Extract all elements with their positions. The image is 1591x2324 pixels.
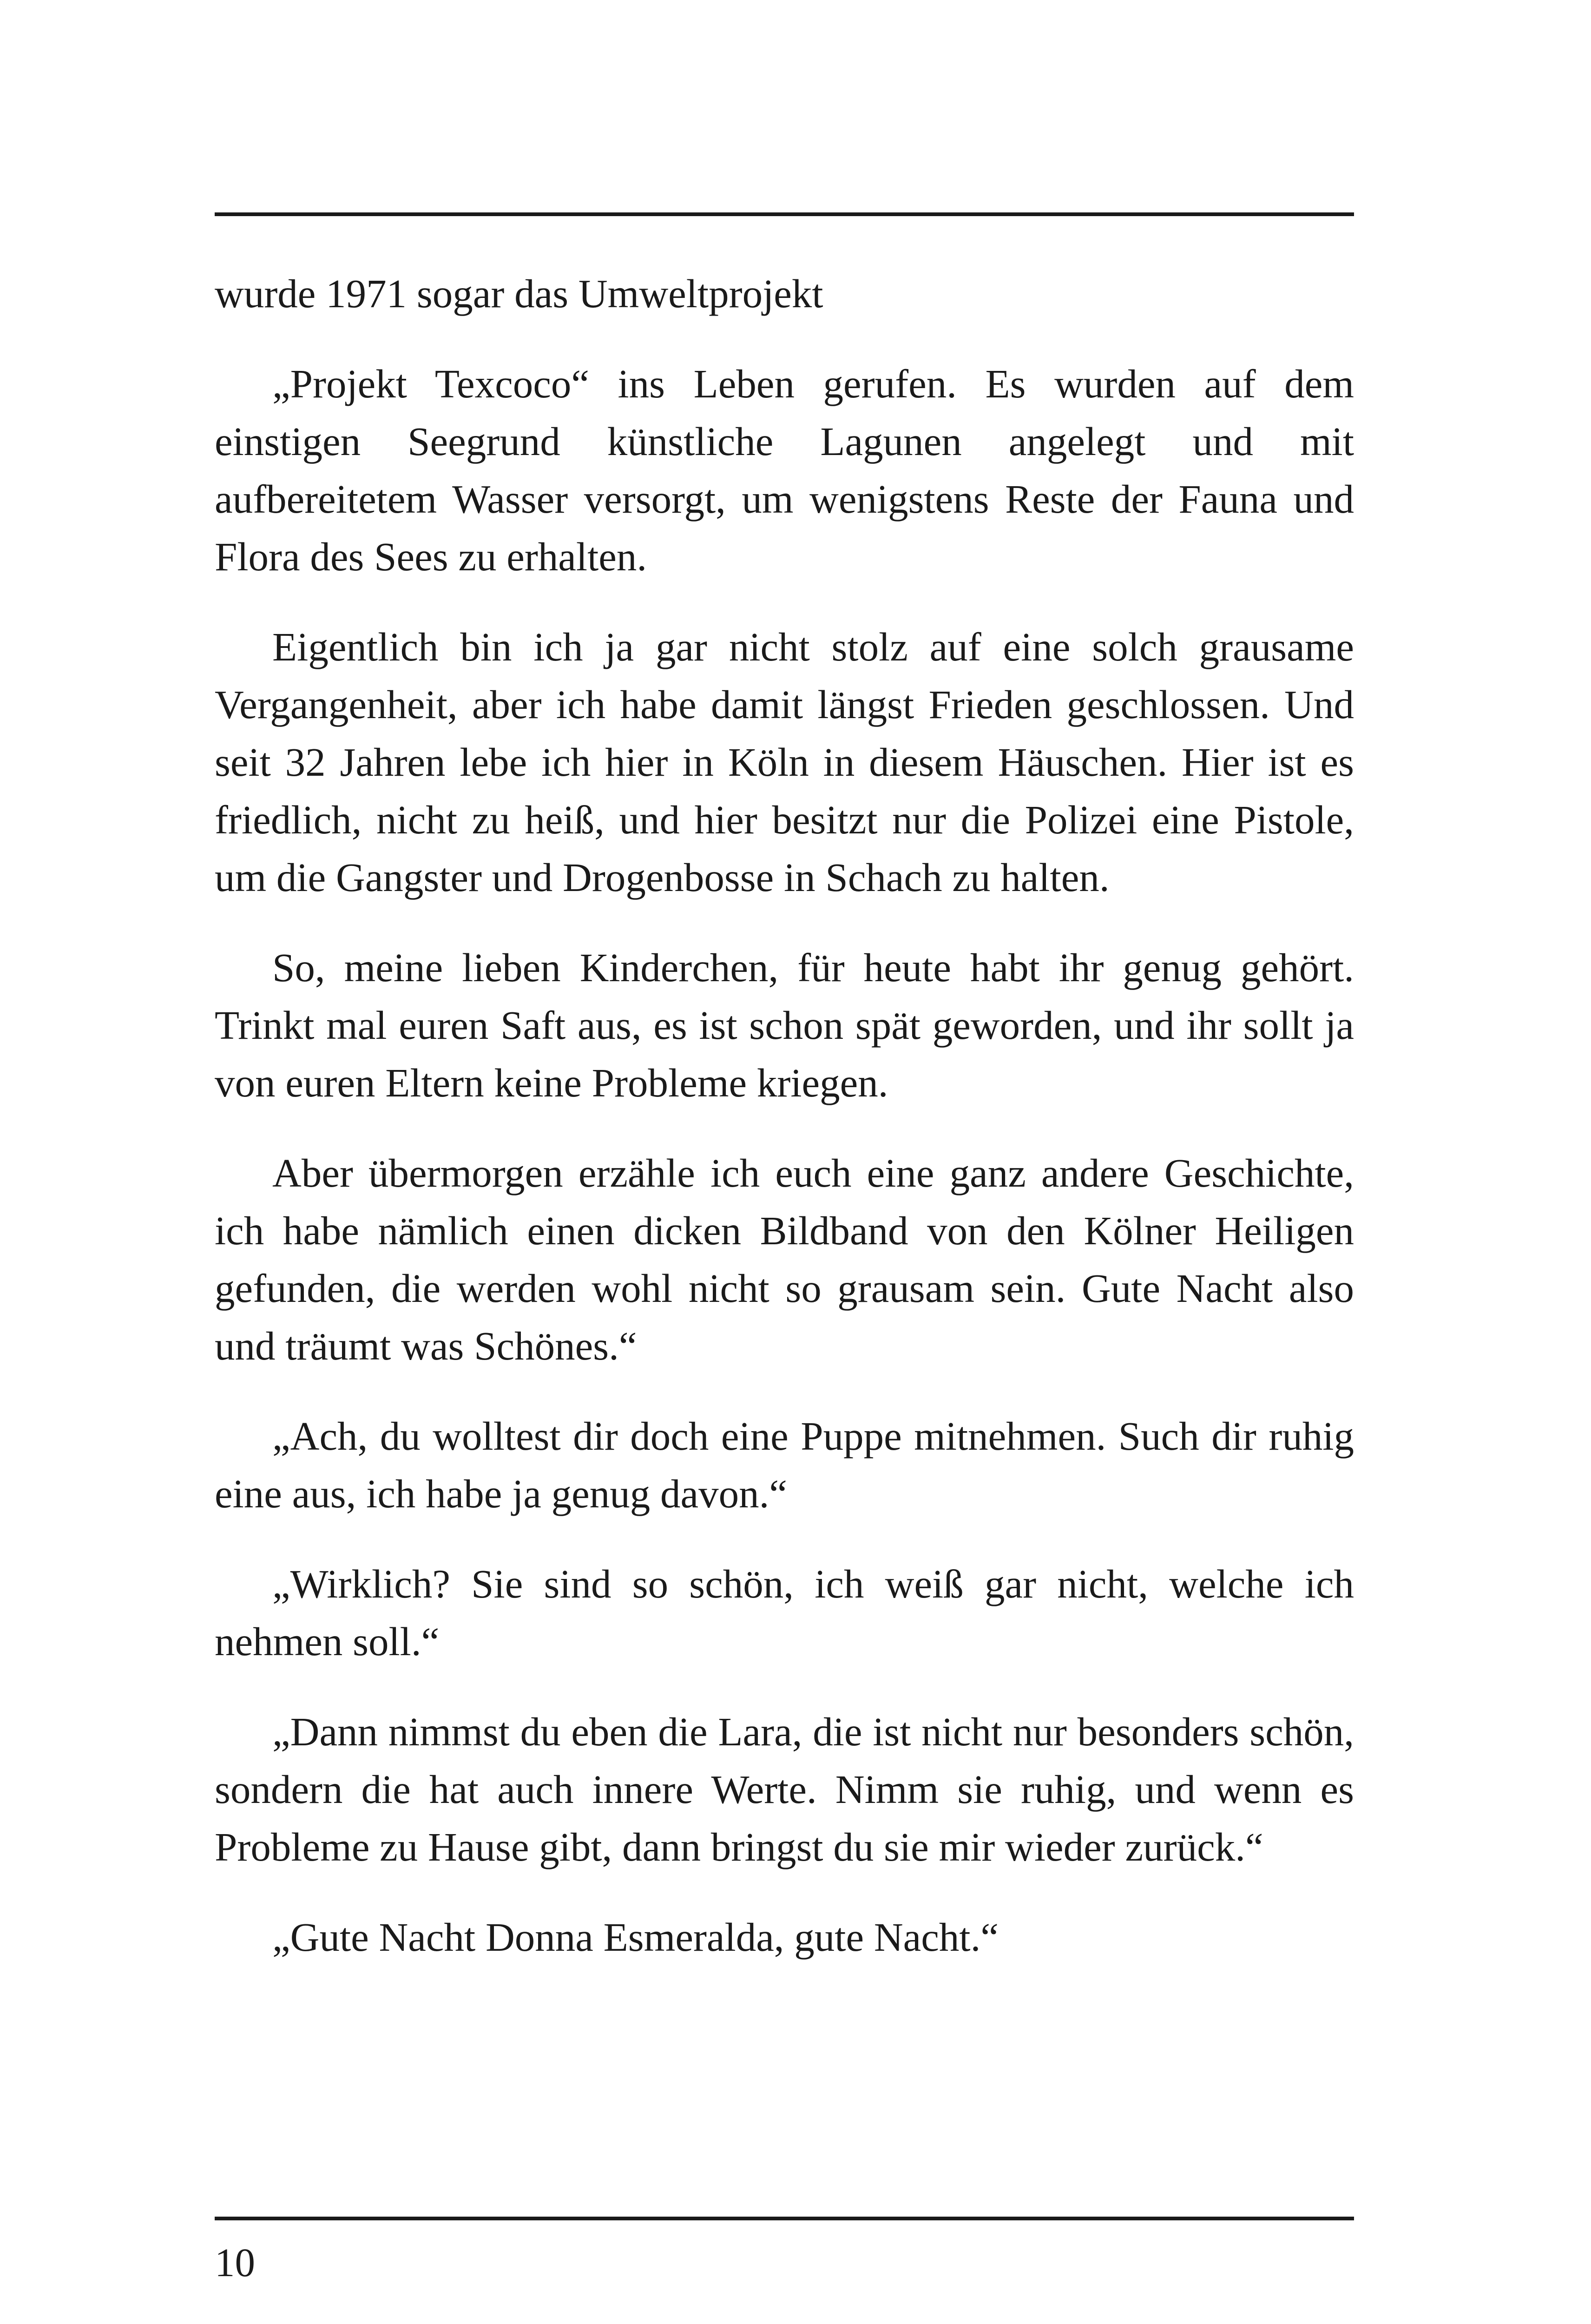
paragraph-5: Aber übermorgen erzähle ich euch eine ganz andere Geschichte, ich habe nämlich einen dicken Bildband von den Kölner Heiligen gefunden, die werden wohl nicht so grausam sein. Gute Nacht also und träumt was Schönes.“	[215, 1150, 1354, 1368]
page-number: 10	[215, 2240, 255, 2285]
body-text	[215, 265, 1354, 1999]
paragraph-2: „Projekt Texcoco“ ins Leben gerufen. Es wurden auf dem einstigen Seegrund künstliche Lagunen angelegt und mit aufbereitetem Wasser versorgt, um wenigstens Reste der Fauna und Flora des Sees zu erhalten.	[215, 361, 1354, 579]
paragraph-8: „Dann nimmst du eben die Lara, die ist nicht nur besonders schön, sondern die hat auch innere Werte. Nimm sie ruhig, und wenn es Probleme zu Hause gibt, dann bringst du sie mir wieder zurück.“	[215, 1709, 1354, 1869]
paragraph-7: „Wirklich? Sie sind so schön, ich weiß gar nicht, welche ich nehmen soll.“	[215, 1561, 1354, 1664]
paragraph-9: „Gute Nacht Donna Esmeralda, gute Nacht.“	[272, 1915, 999, 1960]
footer-rule	[215, 2217, 1354, 2220]
paragraph-6: „Ach, du wolltest dir doch eine Puppe mitnehmen. Such dir ruhig eine aus, ich habe ja genug davon.“	[215, 1413, 1354, 1516]
header-rule	[215, 212, 1354, 216]
paragraph-1: wurde 1971 sogar das Umweltprojekt	[215, 271, 823, 316]
paragraph-3: Eigentlich bin ich ja gar nicht stolz auf eine solch grausame Vergangenheit, aber ich habe damit längst Frieden geschlossen. Und seit 32 Jahren lebe ich hier in Köln in diesem Häuschen. Hier ist es friedlich, nicht zu heiß, und hier besitzt nur die Polizei eine Pistole, um die Gangster und Drogenbosse in Schach zu halten.	[215, 624, 1354, 900]
paragraph-4: So, meine lieben Kinderchen, für heute habt ihr genug gehört. Trinkt mal euren Saft aus, es ist schon spät geworden, und ihr sollt ja von euren Eltern keine Probleme kriegen.	[215, 945, 1354, 1105]
